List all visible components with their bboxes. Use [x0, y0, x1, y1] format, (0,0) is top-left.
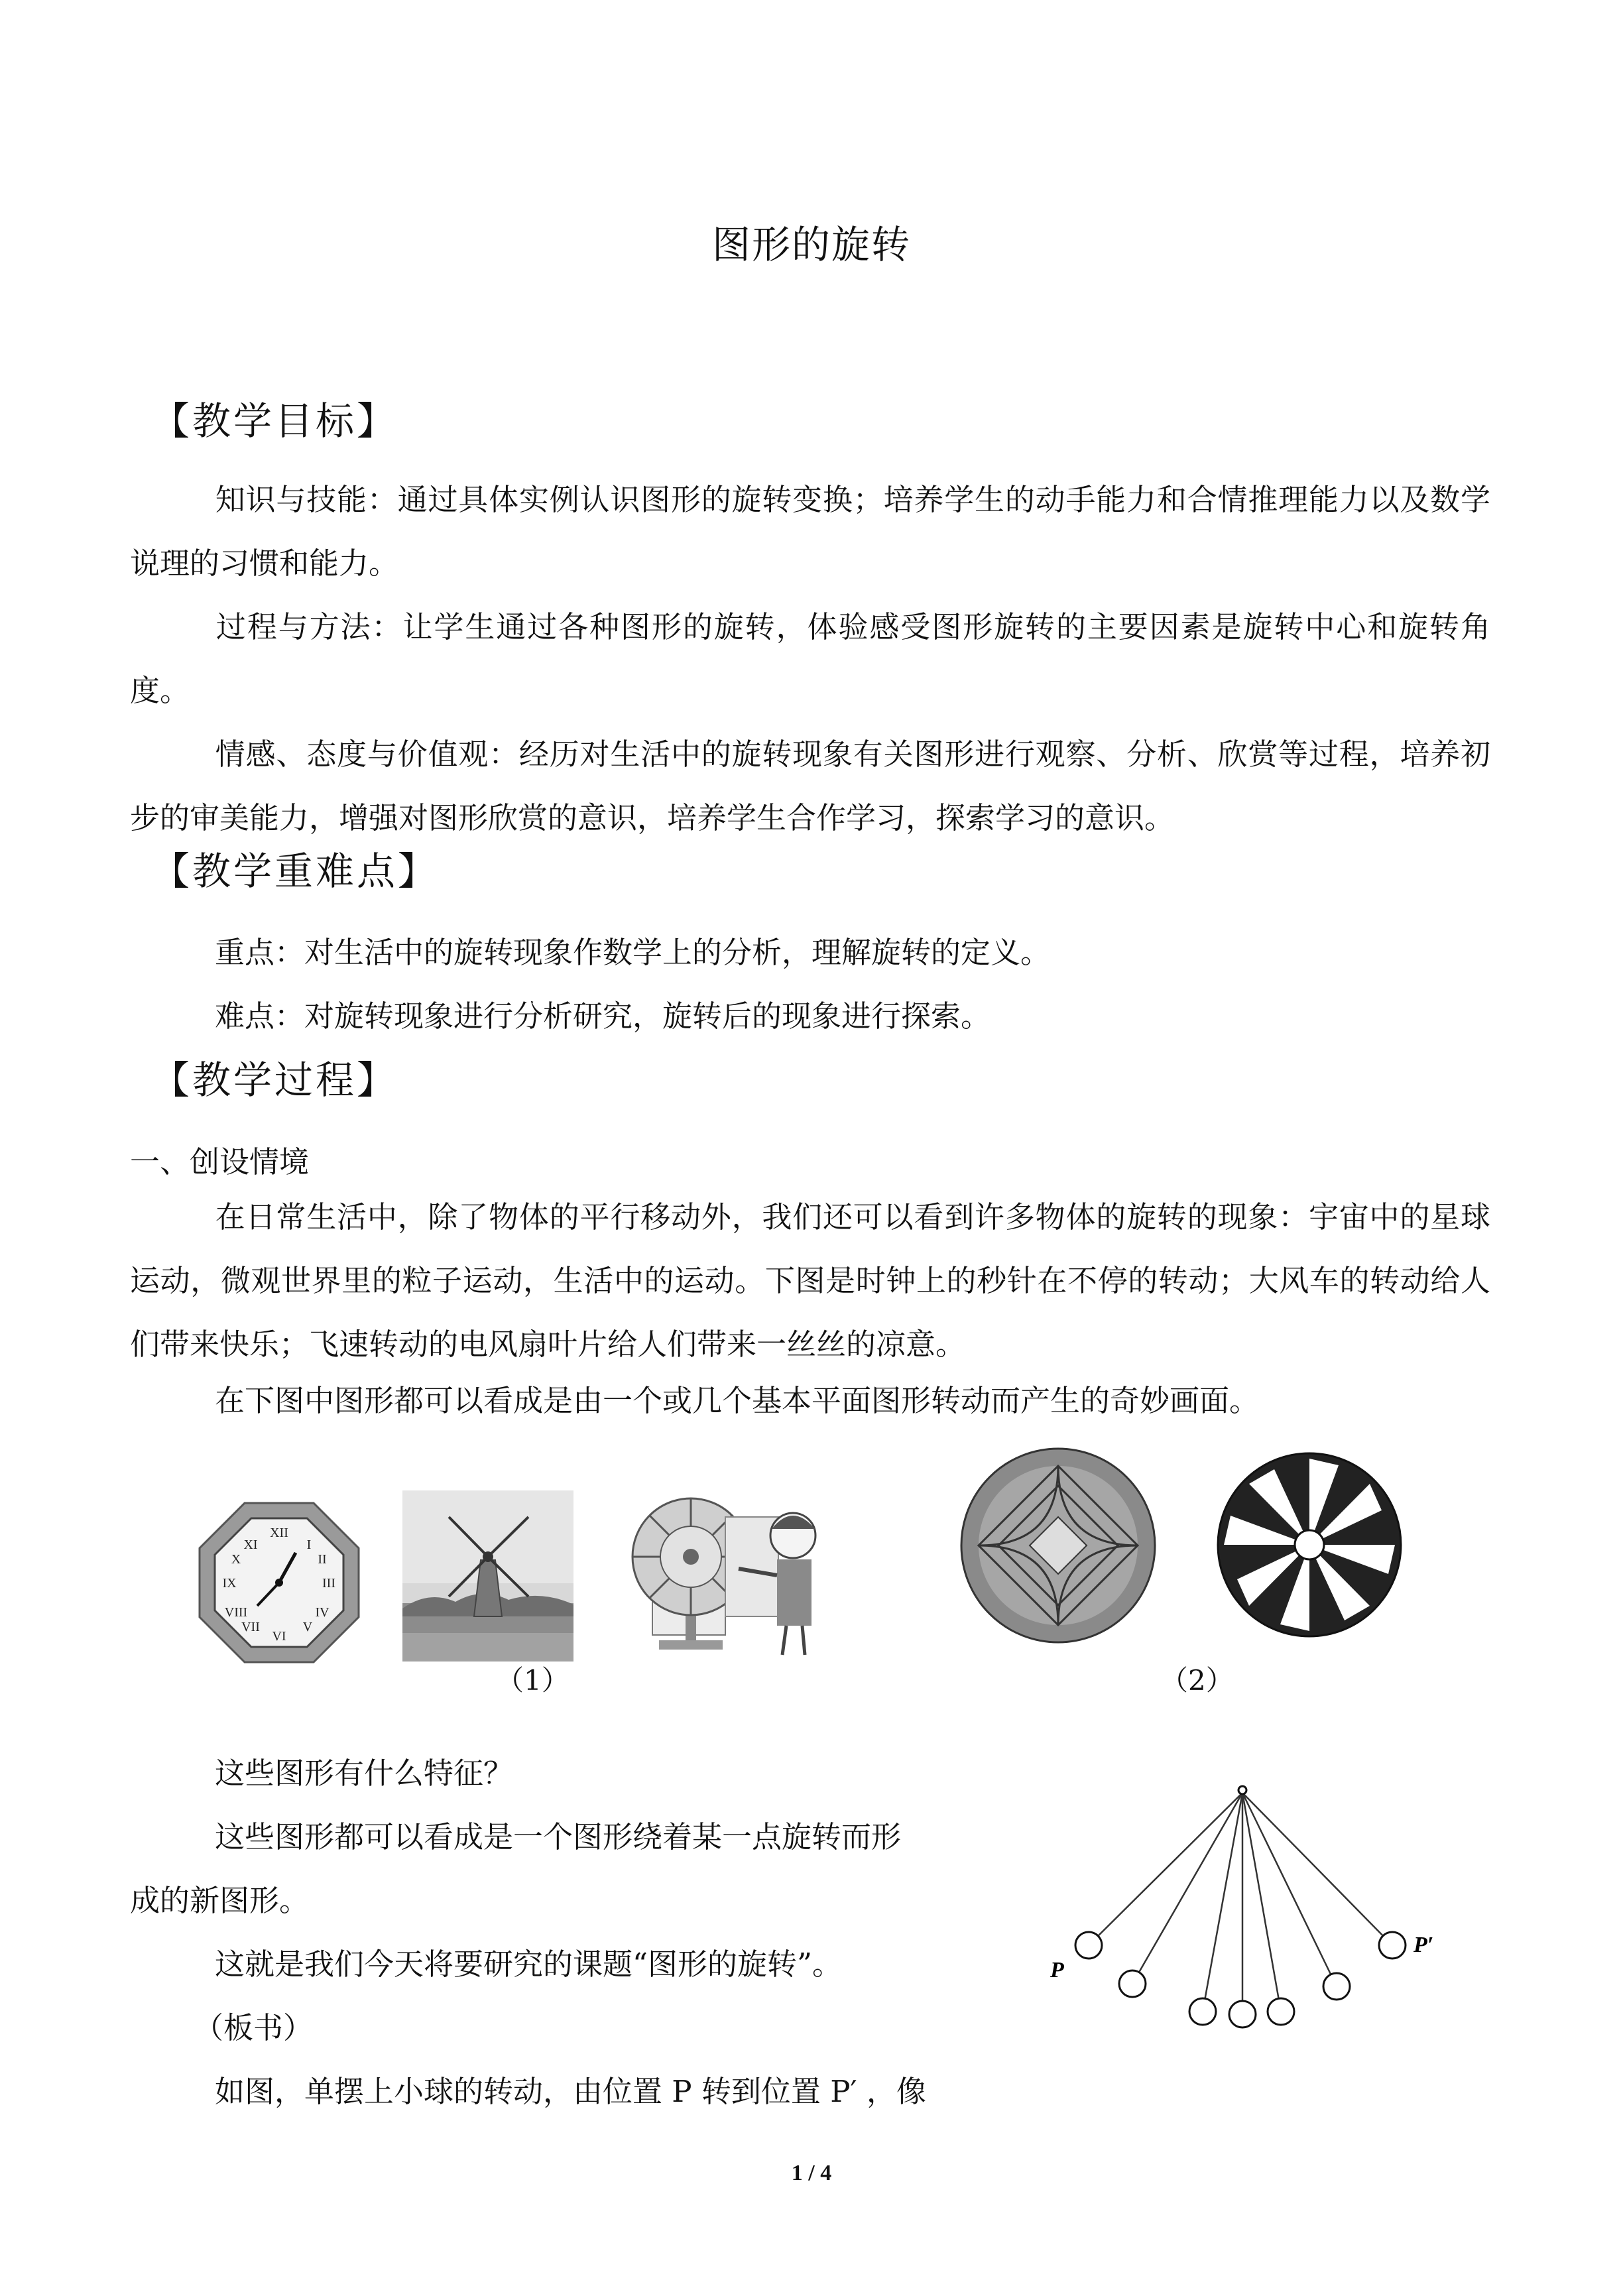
section-heading-objectives: 【教学目标】 [151, 398, 398, 444]
figure-caption-1: （1） [496, 1664, 570, 1697]
figure-intro: 在下图中图形都可以看成是由一个或几个基本平面图形转动而产生的奇妙画面。 [215, 1383, 1260, 1418]
difficult-point: 难点：对旋转现象进行分析研究，旋转后的现象进行探索。 [215, 998, 991, 1034]
objective-knowledge-text: 知识与技能：通过具体实例认识图形的旋转变换；培养学生的动手能力和合情推理能力以及数学说理的习惯和能力。 [130, 482, 1490, 581]
board-note: （板书） [194, 2010, 314, 2045]
circle-pattern-image-2 [1216, 1445, 1403, 1644]
topic-line: 这就是我们今天将要研究的课题“图形的旋转”。 [215, 1947, 843, 1982]
objective-attitude [130, 723, 1490, 850]
circle-pattern-image-1 [959, 1444, 1158, 1647]
svg-text:VII: VII [241, 1620, 260, 1634]
svg-text:III: III [322, 1576, 335, 1591]
objective-attitude-text: 情感、态度与价值观：经历对生活中的旋转现象有关图形进行观察、分析、欣赏等过程，培养初步的审美能力，增强对图形欣赏的意识，培养学生合作学习，探索学习的意识。 [130, 737, 1490, 835]
question-line: 这些图形有什么特征？ [215, 1756, 514, 1791]
objective-process-text: 过程与方法：让学生通过各种图形的旋转，体验感受图形旋转的主要因素是旋转中心和旋转角度。 [130, 609, 1490, 708]
pendulum-line: 如图，单摆上小球的转动，由位置 P 转到位置 P′ ，像 [215, 2074, 926, 2109]
objective-knowledge [130, 468, 1490, 595]
key-point: 重点：对生活中的旋转现象作数学上的分析，理解旋转的定义。 [215, 935, 1051, 970]
page-number: 1 / 4 [791, 2161, 832, 2185]
svg-text:I: I [306, 1538, 312, 1552]
clock-image [196, 1500, 362, 1665]
page-title: 图形的旋转 [711, 222, 911, 267]
svg-text:IX: IX [222, 1576, 237, 1591]
answer-line-2: 成的新图形。 [130, 1883, 310, 1918]
label-p: P [1050, 1958, 1064, 1982]
section-heading-process: 【教学过程】 [151, 1057, 398, 1103]
answer-line-1: 这些图形都可以看成是一个图形绕着某一点旋转而形 [215, 1819, 902, 1854]
svg-text:X: X [231, 1552, 241, 1567]
svg-text:XI: XI [243, 1538, 258, 1552]
girl-fan-image [613, 1496, 833, 1664]
svg-text:VIII: VIII [224, 1605, 248, 1620]
intro-paragraph [130, 1185, 1490, 1376]
svg-text:VI: VI [272, 1629, 286, 1644]
windmill-image [402, 1490, 573, 1662]
svg-text:II: II [318, 1552, 327, 1567]
objective-process [130, 595, 1490, 723]
section-heading-keypoints: 【教学重难点】 [151, 849, 440, 894]
svg-text:V: V [302, 1620, 313, 1634]
intro-paragraph-text: 在日常生活中，除了物体的平行移动外，我们还可以看到许多物体的旋转的现象：宇宙中的星球运动，微观世界里的粒子运动，生活中的运动。下图是时钟上的秒针在不停的转动；大风车的转动给人们带来快乐；飞速转动的电风扇叶片给人们带来一丝丝的凉意。 [130, 1199, 1490, 1362]
svg-text:IV: IV [315, 1605, 330, 1620]
figure-caption-2: （2） [1160, 1664, 1234, 1697]
step-heading: 一、创设情境 [130, 1144, 310, 1179]
svg-text:XII: XII [270, 1526, 288, 1540]
label-p-prime: P′ [1413, 1933, 1434, 1957]
pendulum-diagram [1034, 1778, 1434, 2043]
